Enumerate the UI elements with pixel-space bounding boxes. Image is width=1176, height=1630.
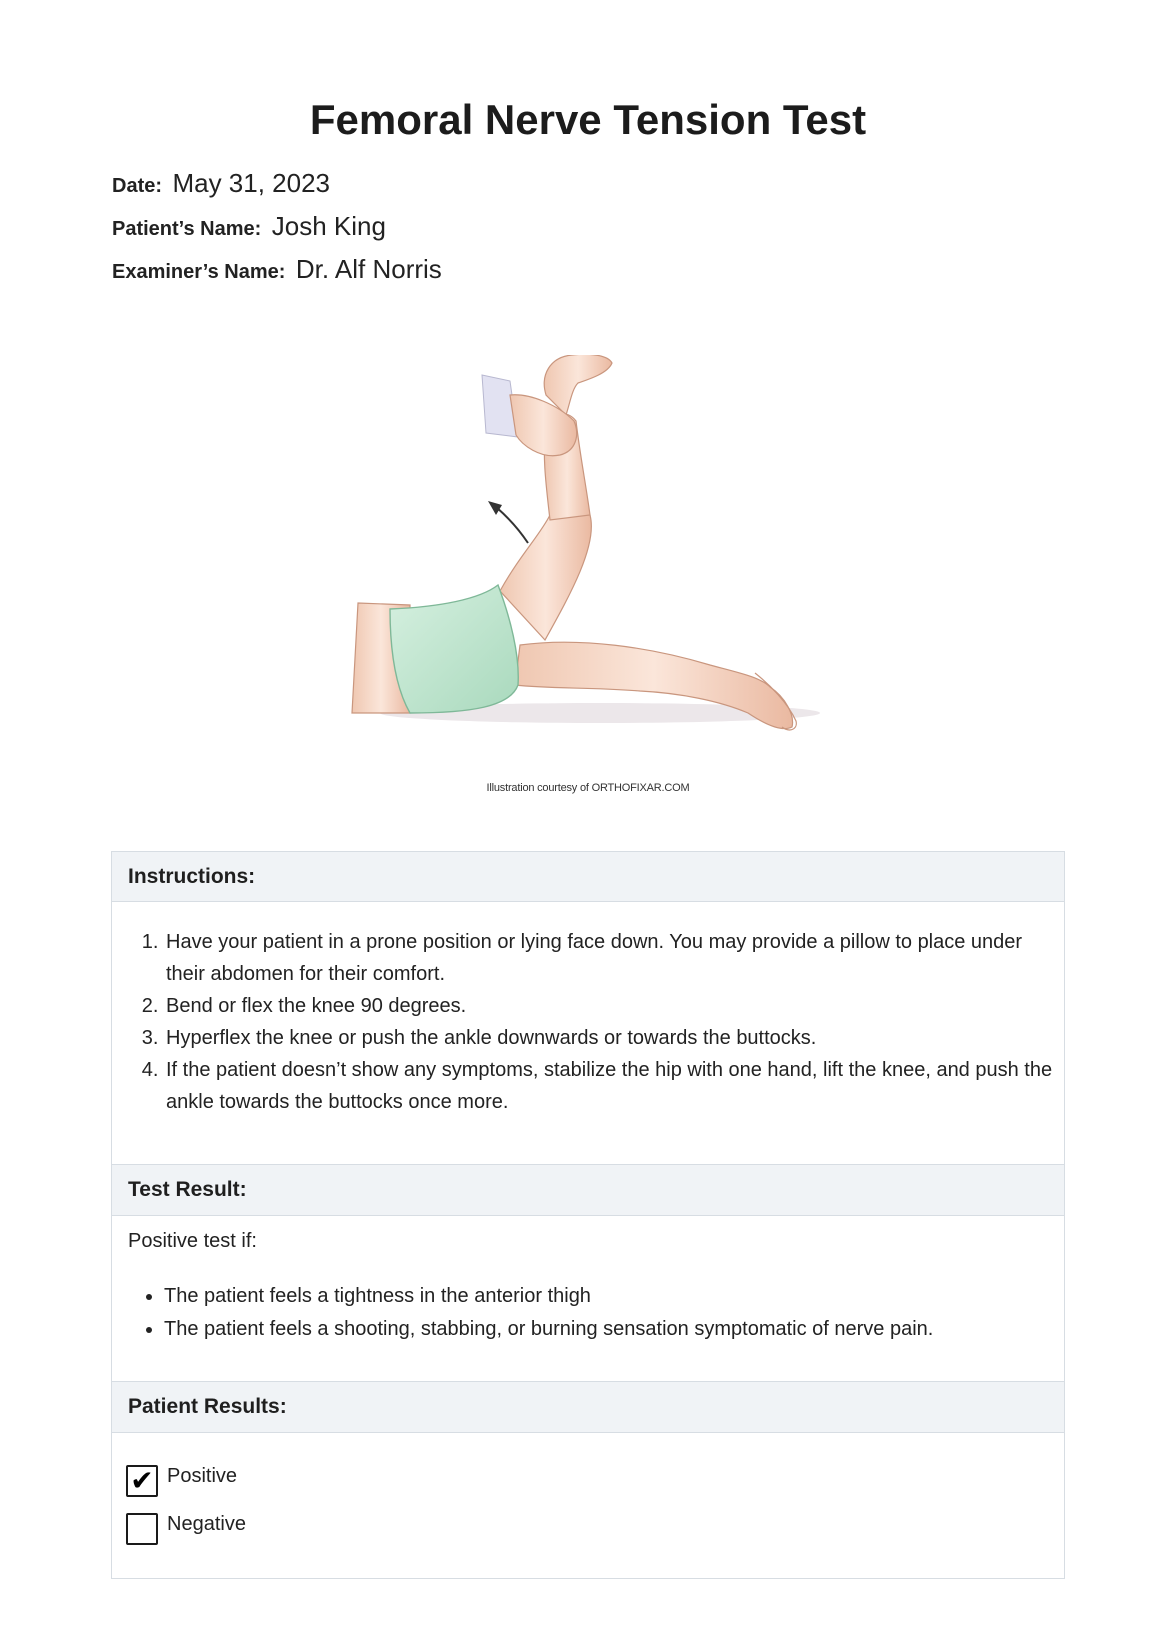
examiner-name-row — [112, 254, 442, 285]
test-form-box — [111, 851, 1065, 1579]
date-label: Date: — [112, 175, 163, 197]
instruction-step: 3. Hyperflex the knee or push the ankle downwards or towards the buttocks. — [164, 1022, 1064, 1054]
test-result-heading: Test Result: — [112, 1164, 1064, 1216]
motion-arrow — [496, 507, 528, 543]
femoral-nerve-test-illustration-icon — [350, 355, 830, 775]
shorts — [390, 585, 518, 713]
positive-label: Positive — [167, 1464, 238, 1487]
criteria-item: • The patient feels a tightness in the anterior thigh — [164, 1280, 1094, 1313]
negative-checkbox[interactable] — [126, 1513, 158, 1545]
instruction-step: 2. Bend or flex the knee 90 degrees. — [164, 990, 1064, 1022]
examiner-name-value: Dr. Alf Norris — [295, 254, 442, 284]
instructions-list — [112, 926, 1064, 1118]
patient-name-value: Josh King — [271, 211, 386, 241]
date-value: May 31, 2023 — [172, 168, 331, 198]
positive-checkbox[interactable]: ✔ — [126, 1465, 158, 1497]
patient-name-row — [112, 211, 386, 242]
instruction-step: 1. Have your patient in a prone position or lying face down. You may provide a pillow to place under their abdomen for their comfort. — [164, 926, 1064, 990]
page-title: Femoral Nerve Tension Test — [309, 96, 867, 143]
patient-name-label: Patient’s Name: — [112, 218, 262, 240]
instruction-step: 4. If the patient doesn’t show any symptoms, stabilize the hip with one hand, lift the knee, and push the ankle towards the buttocks once more. — [164, 1054, 1064, 1118]
positive-option[interactable] — [126, 1465, 237, 1497]
test-result-intro: Positive test if: — [128, 1230, 257, 1252]
examiner-name-label: Examiner’s Name: — [112, 261, 286, 283]
instructions-heading: Instructions: — [112, 852, 1064, 902]
illustration-credit: Illustration courtesy of ORTHOFIXAR.COM — [486, 782, 690, 794]
test-result-criteria — [112, 1280, 1094, 1346]
date-row — [112, 168, 330, 199]
criteria-item: • The patient feels a shooting, stabbing, or burning sensation symptomatic of nerve pain. — [164, 1313, 1094, 1346]
negative-label: Negative — [167, 1512, 246, 1535]
negative-option[interactable] — [126, 1513, 246, 1545]
motion-arrowhead-icon — [488, 501, 502, 515]
patient-results-heading: Patient Results: — [112, 1381, 1064, 1433]
